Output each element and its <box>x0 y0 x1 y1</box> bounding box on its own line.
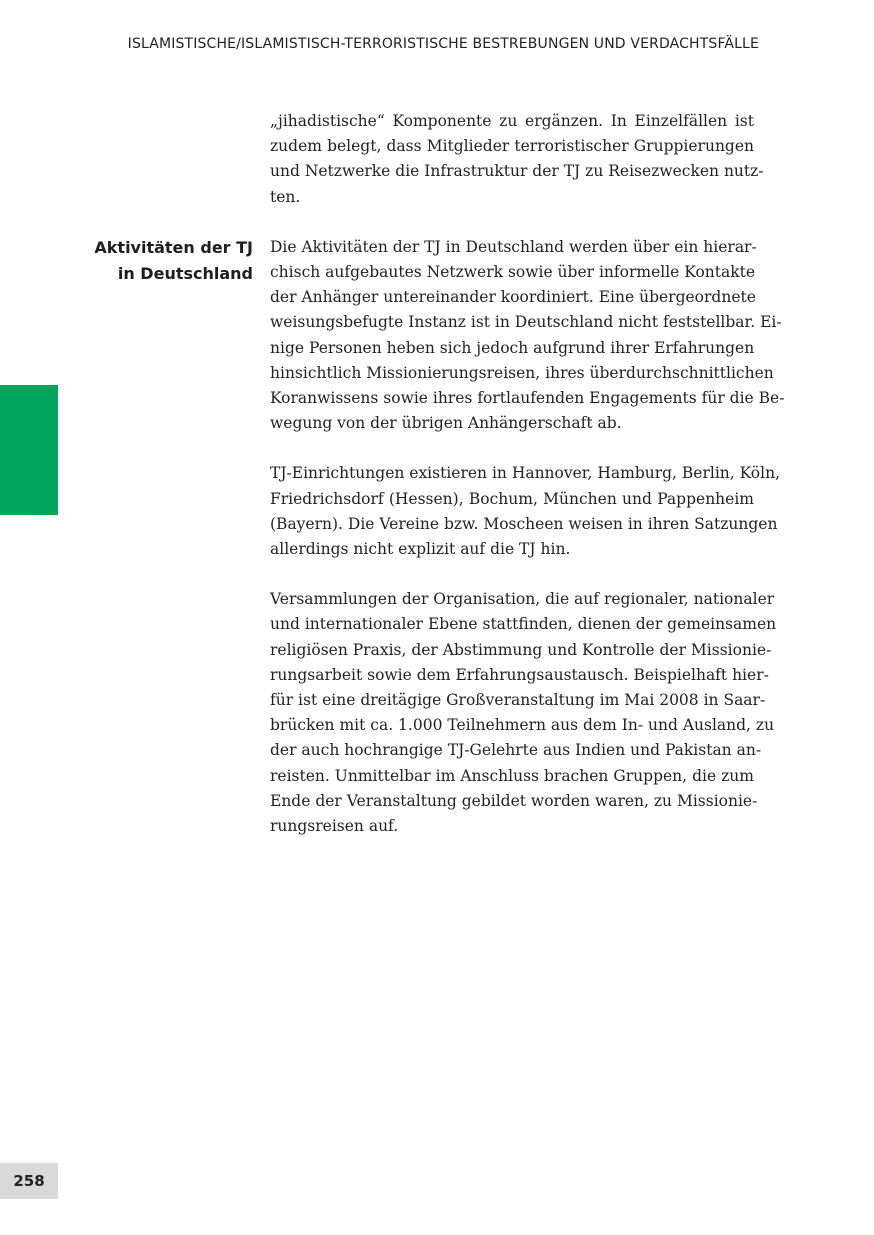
paragraph-assemblies <box>270 587 777 839</box>
text-line: hinsichtlich Missionierungsreisen, ihres überdurchschnittlichen <box>270 363 774 382</box>
text-line: für ist eine dreitägige Großveranstaltung im Mai 2008 in Saar- <box>270 691 766 710</box>
text-line: ten. <box>270 187 301 206</box>
text-line: Die Aktivitäten der TJ in Deutschland werden über ein hierar- <box>270 237 757 256</box>
text-line: rungsarbeit sowie dem Erfahrungsaustausch. Beispielhaft hier- <box>270 665 769 684</box>
text-line: und Netzwerke die Infrastruktur der TJ zu Reisezwecken nutz- <box>270 162 764 181</box>
chapter-tab-marker <box>0 385 58 515</box>
text-line: (Bayern). Die Vereine bzw. Moscheen weisen in ihren Satzungen <box>270 514 778 533</box>
page-number <box>0 1163 58 1199</box>
body-text <box>270 109 785 864</box>
text-line: Koranwissens sowie ihres fortlaufenden Engagements für die Be- <box>270 389 785 408</box>
text-line: allerdings nicht explizit auf die TJ hin. <box>270 540 571 559</box>
text-line: rungsreisen auf. <box>270 817 399 836</box>
text-line: religiösen Praxis, der Abstimmung und Kontrolle der Missionie- <box>270 640 772 659</box>
paragraph-facilities <box>270 461 780 562</box>
text-line: „jihadistische“ Komponente zu ergänzen. In Einzelfällen ist <box>270 112 754 130</box>
text-line: Friedrichsdorf (Hessen), Bochum, München und Pappenheim <box>270 489 754 508</box>
text-line: und internationaler Ebene stattfinden, dienen der gemeinsamen <box>270 615 777 634</box>
text-line: Ende der Veranstaltung gebildet worden waren, zu Missionie- <box>270 791 758 810</box>
text-line: der auch hochrangige TJ-Gelehrte aus Indien und Pakistan an- <box>270 741 762 760</box>
section-heading <box>60 235 253 287</box>
text-line: Versammlungen der Organisation, die auf regionaler, nationaler <box>270 590 775 609</box>
section-heading-line-1: Aktivitäten der TJ <box>94 238 253 257</box>
text-line: weisungsbefugte Instanz ist in Deutschland nicht feststellbar. Ei- <box>270 313 782 332</box>
text-line: der Anhänger untereinander koordiniert. Eine übergeordnete <box>270 288 756 307</box>
section-heading-line-2: in Deutschland <box>117 264 253 283</box>
page-number-label: 258 <box>13 1172 45 1190</box>
paragraph-activities <box>270 235 785 437</box>
text-line: TJ-Einrichtungen existieren in Hannover, Hamburg, Berlin, Köln, <box>270 464 780 483</box>
text-line: zudem belegt, dass Mitglieder terroristischer Gruppierungen <box>270 137 754 156</box>
text-line: wegung von der übrigen Anhängerschaft ab. <box>270 414 622 433</box>
running-header: ISLAMISTISCHE/ISLAMISTISCH-TERRORISTISCHE BESTREBUNGEN UND VERDACHTSFÄLLE <box>127 36 759 52</box>
text-line: nige Personen heben sich jedoch aufgrund ihrer Erfahrungen <box>270 338 755 357</box>
paragraph-intro-continuation <box>270 109 764 210</box>
text-line: brücken mit ca. 1.000 Teilnehmern aus dem In- und Ausland, zu <box>270 716 775 735</box>
text-line: chisch aufgebautes Netzwerk sowie über informelle Kontakte <box>270 263 756 282</box>
text-line: reisten. Unmittelbar im Anschluss brachen Gruppen, die zum <box>270 766 754 785</box>
